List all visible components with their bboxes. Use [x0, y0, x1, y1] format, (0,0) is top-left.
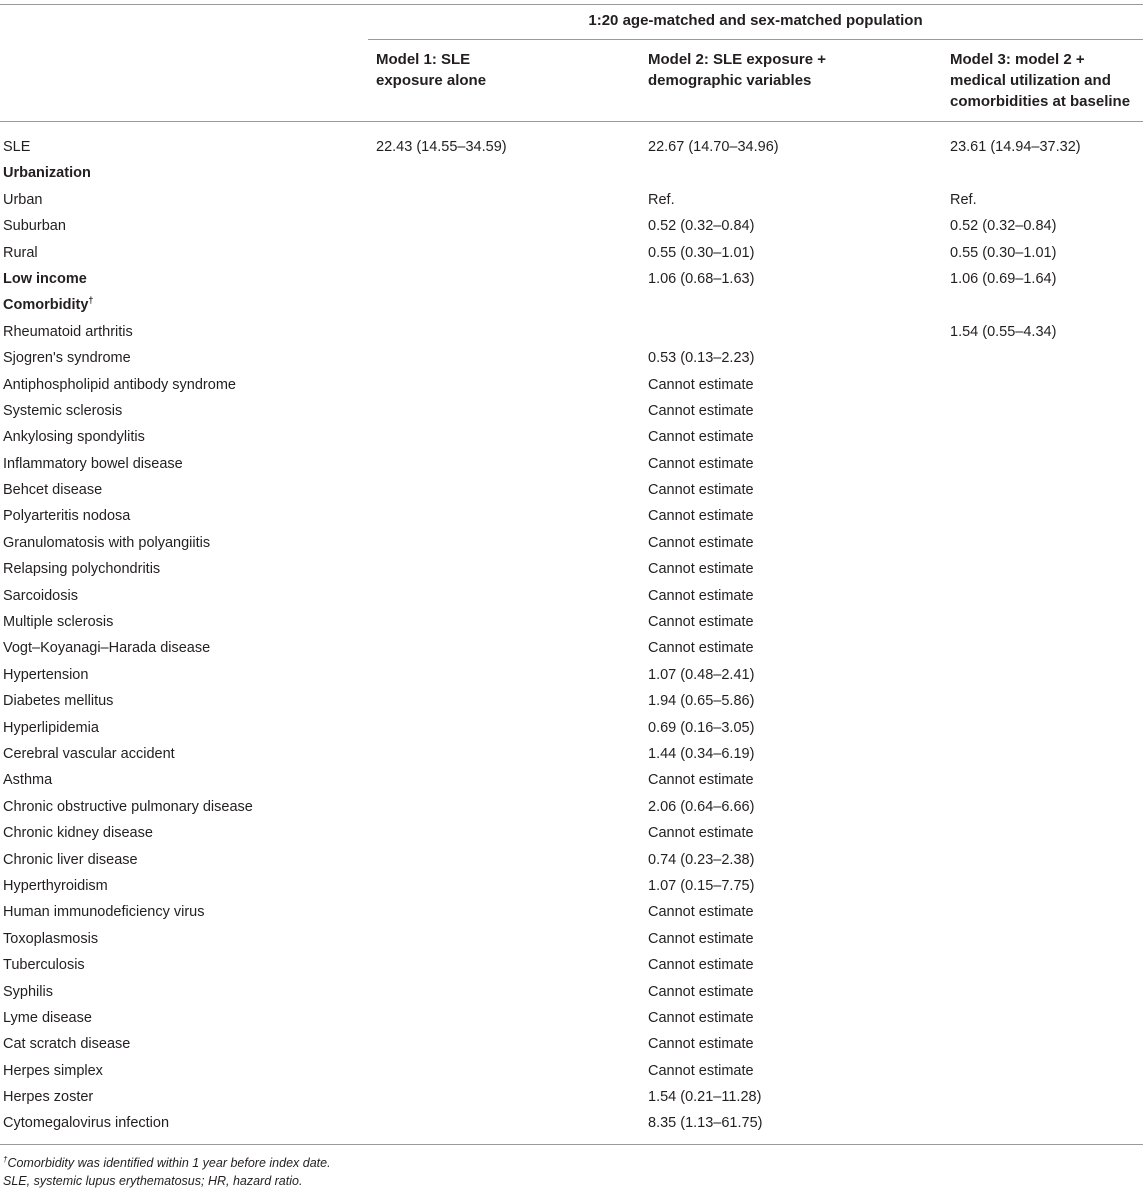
cell-model-2: 1.44 (0.34–6.19) [648, 745, 755, 762]
cell-model-2: Cannot estimate [648, 957, 754, 974]
table-row [0, 213, 1143, 239]
cell-model-2: 1.94 (0.65–5.86) [648, 693, 755, 710]
row-label: Low income [3, 270, 87, 287]
row-label: Sjogren's syndrome [3, 350, 131, 367]
row-label: Polyarteritis nodosa [3, 508, 131, 525]
table-row [0, 319, 1143, 345]
row-label: Inflammatory bowel disease [3, 455, 183, 472]
table-row [0, 794, 1143, 820]
row-label: Systemic sclerosis [3, 402, 123, 419]
table-row [0, 345, 1143, 371]
cell-model-2: Cannot estimate [648, 1036, 754, 1053]
cell-model-2: 0.53 (0.13–2.23) [648, 350, 755, 367]
cell-model-2: Cannot estimate [648, 587, 754, 604]
table-row [0, 266, 1143, 292]
group-header: 1:20 age-matched and sex-matched population [588, 12, 923, 29]
cell-model-2: 0.74 (0.23–2.38) [648, 851, 755, 868]
table-row [0, 556, 1143, 582]
table-row [0, 503, 1143, 529]
table-row [0, 715, 1143, 741]
cell-model-3: 1.06 (0.69–1.64) [950, 270, 1057, 287]
table-row [0, 1110, 1143, 1136]
row-label: Antiphospholipid antibody syndrome [3, 376, 236, 393]
row-label: Cytomegalovirus infection [3, 1115, 170, 1132]
cell-model-2: Cannot estimate [648, 825, 754, 842]
table-row [0, 820, 1143, 846]
table-row [0, 451, 1143, 477]
cell-model-2: Cannot estimate [648, 508, 754, 525]
row-label: Granulomatosis with polyangiitis [3, 534, 211, 551]
row-label: Urbanization [3, 165, 91, 182]
cell-model-2: Cannot estimate [648, 455, 754, 472]
cell-model-3: Ref. [950, 191, 977, 208]
row-label: SLE [3, 139, 31, 155]
cell-model-2: Cannot estimate [648, 402, 754, 419]
cell-model-2: 0.69 (0.16–3.05) [648, 719, 755, 736]
table-row [0, 160, 1143, 186]
cell-model-2: Cannot estimate [648, 429, 754, 446]
cell-model-3: 0.52 (0.32–0.84) [950, 218, 1057, 235]
cell-model-2: Ref. [648, 191, 675, 208]
cell-model-2: Cannot estimate [648, 772, 754, 789]
cell-model-3: 1.54 (0.55–4.34) [950, 323, 1057, 340]
cell-model-2: 1.07 (0.48–2.41) [648, 666, 755, 683]
row-label: Urban [3, 191, 43, 208]
row-label: Toxoplasmosis [3, 930, 99, 947]
header-rule [0, 121, 1143, 122]
cell-model-2: 1.07 (0.15–7.75) [648, 877, 755, 894]
cell-model-2: 8.35 (1.13–61.75) [648, 1115, 763, 1132]
row-label: Comorbidity† [3, 295, 94, 314]
cell-model-2: 1.54 (0.21–11.28) [648, 1089, 762, 1106]
cell-model-2: 2.06 (0.64–6.66) [648, 798, 755, 815]
row-label: Tuberculosis [3, 957, 85, 974]
top-rule [0, 4, 1143, 5]
cell-model-2: Cannot estimate [648, 930, 754, 947]
cell-model-2: 1.06 (0.68–1.63) [648, 270, 755, 287]
column-header-model-3: Model 3: model 2 + medical utilization and comorbidities at baseline [950, 51, 1131, 110]
cell-model-2: 0.55 (0.30–1.01) [648, 244, 755, 261]
cell-model-2: 0.52 (0.32–0.84) [648, 218, 755, 235]
table-row [0, 1031, 1143, 1057]
table-row [0, 741, 1143, 767]
table-row [0, 635, 1143, 661]
row-label: Relapsing polychondritis [3, 561, 161, 578]
row-label: Chronic kidney disease [3, 825, 153, 842]
row-label: Lyme disease [3, 1009, 92, 1026]
row-label: Herpes zoster [3, 1089, 94, 1106]
row-label: Chronic obstructive pulmonary disease [3, 798, 253, 815]
row-label: Chronic liver disease [3, 851, 138, 868]
table-row [0, 847, 1143, 873]
table-row [0, 1058, 1143, 1084]
row-label: Syphilis [3, 983, 53, 1000]
table-row [0, 609, 1143, 635]
row-label: Hyperthyroidism [3, 877, 108, 894]
table-row [0, 926, 1143, 952]
table-row [0, 688, 1143, 714]
table-row [0, 424, 1143, 450]
cell-model-2: Cannot estimate [648, 482, 754, 499]
table-row [0, 398, 1143, 424]
table-row [0, 583, 1143, 609]
dagger-mark: † [88, 295, 94, 306]
cell-model-2: Cannot estimate [648, 534, 754, 551]
group-header-rule [368, 39, 1143, 40]
cell-model-2: Cannot estimate [648, 1009, 754, 1026]
row-label: Ankylosing spondylitis [3, 429, 145, 446]
table-row [0, 979, 1143, 1005]
bottom-rule [0, 1144, 1143, 1145]
table-row [0, 134, 1143, 160]
dagger-mark: † [3, 1154, 8, 1164]
row-label: Sarcoidosis [3, 587, 78, 604]
table-row [0, 187, 1143, 213]
table-row [0, 767, 1143, 793]
table-row [0, 530, 1143, 556]
table-row [0, 240, 1143, 266]
table-row [0, 899, 1143, 925]
cell-model-2: Cannot estimate [648, 904, 754, 921]
row-label: Vogt–Koyanagi–Harada disease [3, 640, 211, 657]
row-label: Rural [3, 244, 38, 261]
row-label: Hypertension [3, 666, 89, 683]
table-row [0, 292, 1143, 318]
footnote-abbreviations: SLE, systemic lupus erythematosus; HR, hazard ratio. [3, 1174, 303, 1188]
row-label: Human immunodeficiency virus [3, 904, 205, 921]
cell-model-2: Cannot estimate [648, 376, 754, 393]
table-row [0, 477, 1143, 503]
cell-model-1: 22.43 (14.55–34.59) [376, 139, 507, 155]
row-label: Rheumatoid arthritis [3, 323, 133, 340]
table-row [0, 372, 1143, 398]
cell-model-3: 0.55 (0.30–1.01) [950, 244, 1057, 261]
cell-model-2: Cannot estimate [648, 983, 754, 1000]
row-label: Cat scratch disease [3, 1036, 131, 1053]
row-label: Behcet disease [3, 482, 103, 499]
footnotes [3, 1154, 331, 1190]
cell-model-2: Cannot estimate [648, 561, 754, 578]
footnote-comorbidity: †Comorbidity was identified within 1 year before index date. [3, 1154, 331, 1170]
cell-model-2: 22.67 (14.70–34.96) [648, 139, 779, 155]
table-row [0, 1005, 1143, 1031]
table-row [0, 662, 1143, 688]
table-row [0, 1084, 1143, 1110]
table-row [0, 873, 1143, 899]
column-header-model-1: Model 1: SLE exposure alone [376, 51, 487, 89]
cell-model-2: Cannot estimate [648, 640, 754, 657]
row-label: Cerebral vascular accident [3, 745, 175, 762]
row-label: Asthma [3, 772, 53, 789]
row-label: Hyperlipidemia [3, 719, 99, 736]
row-label: Diabetes mellitus [3, 693, 114, 710]
cell-model-2: Cannot estimate [648, 1062, 754, 1079]
table-body [0, 134, 1143, 1137]
row-label: Suburban [3, 218, 66, 235]
table-row [0, 952, 1143, 978]
column-header-model-2: Model 2: SLE exposure + demographic variables [648, 51, 826, 89]
cell-model-3: 23.61 (14.94–37.32) [950, 139, 1081, 155]
row-label: Multiple sclerosis [3, 614, 114, 631]
cell-model-2: Cannot estimate [648, 614, 754, 631]
row-label: Herpes simplex [3, 1062, 103, 1079]
